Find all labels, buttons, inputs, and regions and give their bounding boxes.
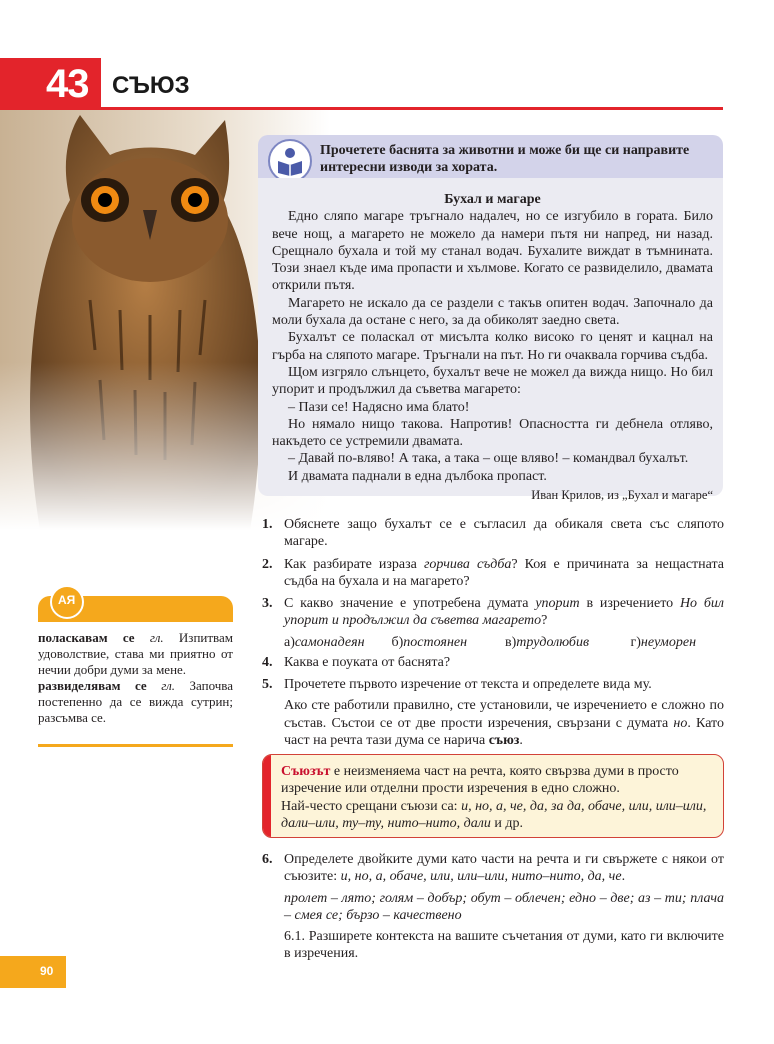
question-4: 4. Каква е поуката от баснята?	[262, 655, 451, 670]
option-b: б)постоянен	[391, 634, 468, 650]
glossary-entry: развиделявам се гл. Започва постепенно да се вижда сутрин; разсъмва се.	[38, 678, 234, 725]
rule-box: Съюзът е неизменяема част на речта, която свързва думи в просто изречение или отделни прости изречения в едно сложно. Най-често срещани съюзи са: и, но, а, че, да, за да, обаче, или, или–или, дали–или, ту–ту, нито–нито, дали и др.	[262, 754, 724, 838]
glossary	[38, 630, 233, 726]
option-a: а)самонадеян	[284, 634, 365, 650]
question-3: 3. С какво значение е употребена думата упорит в изречението Но бил упорит и продължил да съветва магарето? а)самонадеян б)постоянен в)трудолюбив г)неуморен	[262, 596, 724, 650]
lesson-number-badge	[0, 58, 101, 110]
dictionary-icon: АЯ	[50, 585, 84, 619]
reading-prompt	[258, 135, 723, 181]
page-number: 90	[40, 964, 54, 978]
fable-title: Бухал и магаре	[444, 192, 541, 207]
option-d: г)неуморен	[630, 634, 697, 650]
fable-paragraph: Едно сляпо магаре тръгнало надалеч, но се изгубило в гората. Било вече нощ, а магарето не можело да намери пътя ни напред, ни назад. Срещнало бухала и той му станал водач. Бухалите виждат в тъмнината. Този знаел къде има пропасти и хълмове. Когато се развиделило, двамата открили пътя.	[272, 209, 713, 294]
fable-paragraph: – Пази се! Надясно има блато!	[288, 399, 470, 415]
glossary-rule	[38, 744, 233, 747]
question-5: 5. Прочетете първото изречение от текста и определете вида му. Ако сте работили правилно, сте установили, че изречението е сложно по състав. Състои се от две прости изречения, свързани с думата но. Като част на речта тази дума се нарича съюз.	[262, 677, 724, 748]
lesson-title: СЪЮЗ	[112, 72, 190, 99]
question-1: 1. Обяснете защо бухалът се е съгласил да обикаля света със сляпото магаре.	[262, 517, 724, 550]
page-number-badge	[0, 956, 66, 988]
glossary-entry: поласкавам се гл. Изпитвам удоволствие, става ми приятно от нечии добри думи за мене.	[38, 630, 234, 677]
question-2: 2. Как разбирате израза горчива съдба? Коя е причината за нещастната съдба на бухала и на магарето?	[262, 557, 724, 590]
fable-paragraph: Щом изгряло слънцето, бухалът вече не можел да вижда нищо. Но бил упорит и продължил да съветва магарето:	[272, 364, 713, 398]
fable-box	[258, 178, 723, 503]
question-6: 6. Определете двойките думи като части на речта и ги свържете с някои от съюзите: и, но, а, обаче, или, или–или, нито–нито, да, че. пролет – лято; голям – добър; обут – облечен; едно – две; аз – ти; плача – смея се; бързо – качествено 6.1. Разширете контекста на вашите съчетания от думи, като ги включите в изречения.	[262, 852, 724, 962]
lesson-number: 43	[46, 62, 89, 106]
fable-author: Иван Крилов, из „Бухал и магаре“	[531, 488, 713, 503]
book-reader-icon	[268, 139, 312, 183]
fable-paragraph: Бухалът се поласкал от мисълта колко високо го ценят и кацнал на гърба на сляпото магаре. Тръгнали на път. Но ги очаквала горчива съдба.	[272, 330, 713, 363]
prompt-text: Прочетете баснята за животни и може би ще си направите интересни изводи за хората.	[320, 143, 690, 175]
fable-paragraph: И двамата паднали в една дълбока пропаст.	[288, 468, 547, 484]
fable-paragraph: Но нямало нищо такова. Напротив! Опасността ги дебнела отляво, накъдето се устремили двамата.	[272, 416, 713, 450]
fable-paragraph: Магарето не искало да се раздели с такъв опитен водач. Започнало да моли бухала да остане с него, за да обиколят заедно света.	[272, 295, 713, 329]
fable-paragraph: – Давай по-вляво! А така, а така – още вляво! – командвал бухалът.	[288, 451, 689, 467]
option-c: в)трудолюбив	[505, 634, 590, 650]
